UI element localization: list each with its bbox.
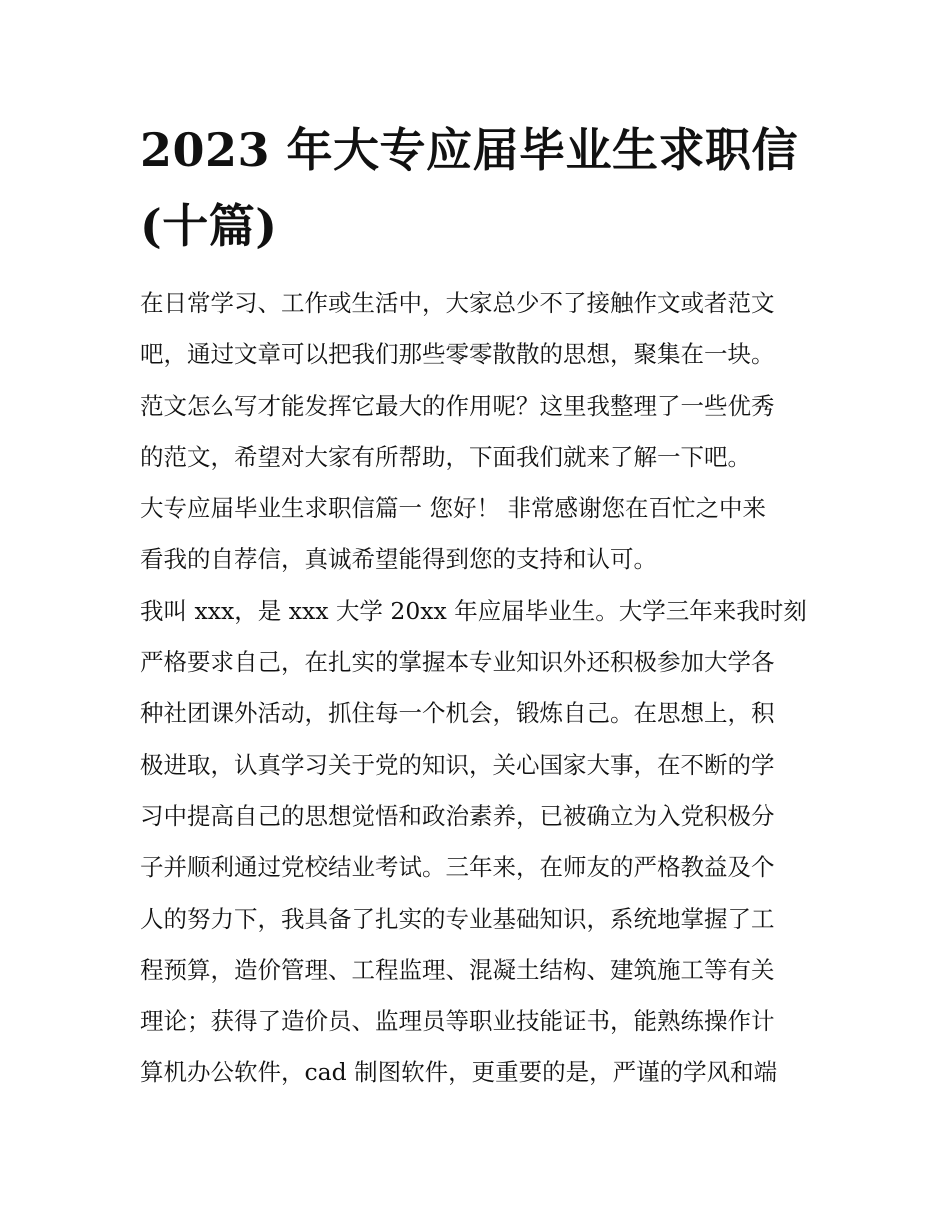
body-line: 我叫 xxx，是 xxx 大学 20xx 年应届毕业生。大学三年来我时刻 [140,596,807,625]
body-line: 严格要求自己，在扎实的掌握本专业知识外还积极参加大学各 [140,648,775,677]
body-line: 人的努力下，我具备了扎实的专业基础知识，系统地掌握了工 [140,904,775,933]
body-line: 算机办公软件，cad 制图软件，更重要的是，严谨的学风和端 [140,1058,778,1087]
title-line: 2023 年大专应届毕业生求职信 [140,123,799,177]
body-line: 极进取，认真学习关于党的知识，关心国家大事，在不断的学 [140,750,775,779]
body-line: 种社团课外活动，抓住每一个机会，锻炼自己。在思想上，积 [140,699,775,728]
body-line: 看我的自荐信，真诚希望能得到您的支持和认可。 [140,545,657,574]
body-line: 子并顺利通过党校结业考试。三年来，在师友的严格教益及个 [140,853,775,882]
body-line: 程预算，造价管理、工程监理、混凝土结构、建筑施工等有关 [140,955,775,984]
body-line: 习中提高自己的思想觉悟和政治素养，已被确立为入党积极分 [140,801,775,830]
body-line: 在日常学习、工作或生活中，大家总少不了接触作文或者范文 [140,289,775,317]
body-line: 大专应届毕业生求职信篇一 您好！ 非常感谢您在百忙之中来 [140,494,766,523]
body-line: 吧，通过文章可以把我们那些零零散散的思想，聚集在一块。 [140,340,775,369]
body-line: 范文怎么写才能发挥它最大的作用呢？这里我整理了一些优秀 [140,391,775,420]
document-body [140,278,830,1099]
document-title [140,112,830,264]
body-line: 理论；获得了造价员、监理员等职业技能证书，能熟练操作计 [140,1007,775,1036]
title-line: (十篇) [140,199,278,253]
body-line: 的范文，希望对大家有所帮助，下面我们就来了解一下吧。 [140,442,751,471]
